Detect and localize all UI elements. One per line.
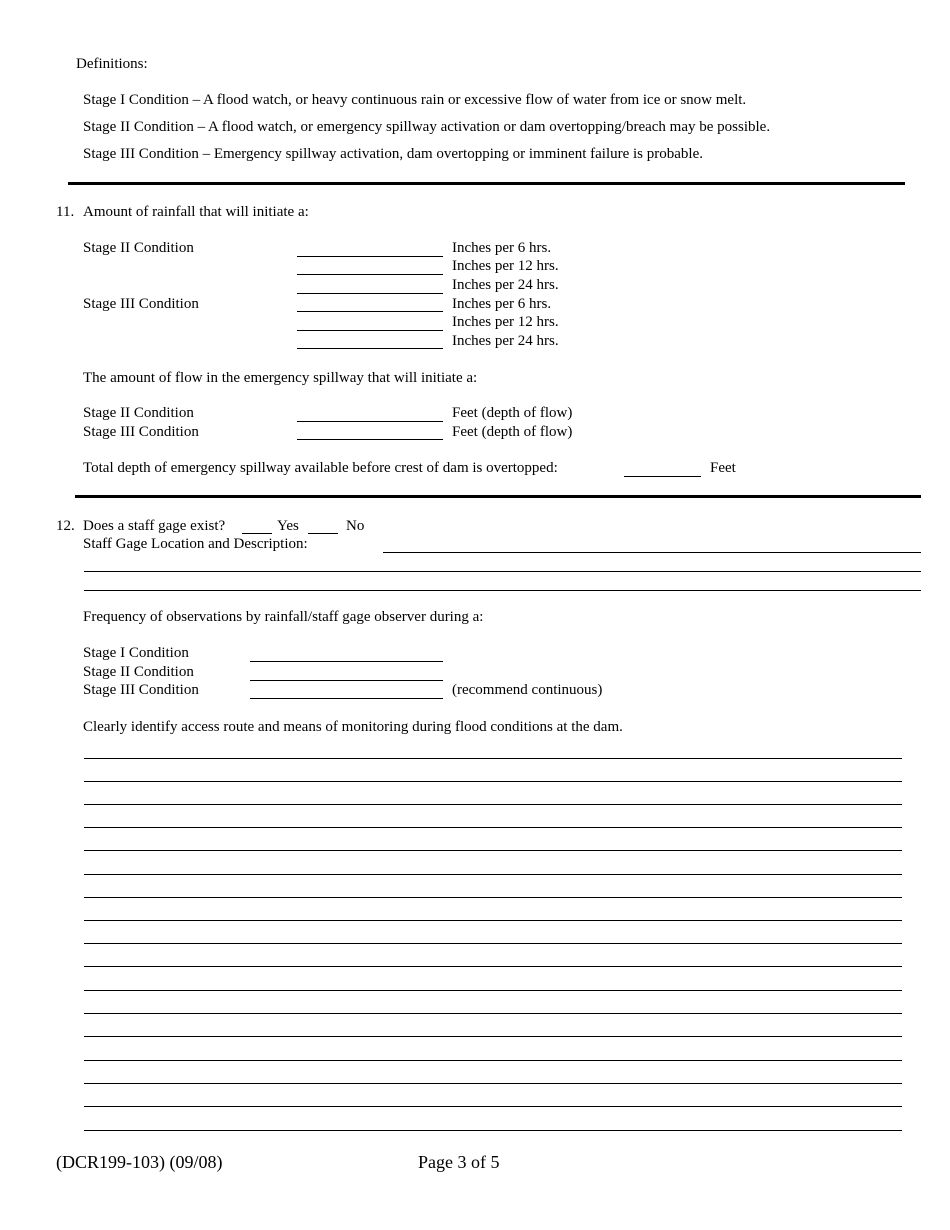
total-depth-prompt: Total depth of emergency spillway available before crest of dam is overtopped: [83,460,558,476]
rainfall-unit: Inches per 12 hrs. [452,314,559,330]
access-route-line[interactable] [84,966,902,967]
staff-gage-description-line[interactable] [84,590,921,591]
access-route-line[interactable] [84,1106,902,1107]
staff-gage-no-field[interactable] [308,533,338,534]
access-route-line[interactable] [84,1013,902,1014]
yes-label: Yes [277,518,299,534]
access-route-line[interactable] [84,943,902,944]
q12-prompt: Does a staff gage exist? [83,518,226,534]
rainfall-stage-3-label: Stage III Condition [83,296,199,312]
access-route-line[interactable] [84,990,902,991]
frequency-stage-2-label: Stage II Condition [83,664,194,680]
total-depth-unit: Feet [710,460,736,476]
rainfall-unit: Inches per 24 hrs. [452,277,559,293]
q11-number: 11. [56,204,75,220]
rainfall-unit: Inches per 6 hrs. [452,240,552,256]
total-depth-field[interactable] [624,476,701,477]
flow-prompt: The amount of flow in the emergency spillway that will initiate a: [83,370,478,386]
rainfall-stage-2-24hr-field[interactable] [297,293,443,294]
rainfall-stage-2-6hr-field[interactable] [297,256,443,257]
q11-prompt: Amount of rainfall that will initiate a: [83,204,309,220]
page-number: Page 3 of 5 [418,1152,500,1172]
staff-gage-location-field[interactable] [383,552,921,553]
rainfall-stage-3-12hr-field[interactable] [297,330,443,331]
frequency-stage-3-label: Stage III Condition [83,682,199,698]
frequency-stage-1-label: Stage I Condition [83,645,189,661]
access-route-line[interactable] [84,827,902,828]
frequency-stage-3-field[interactable] [250,698,443,699]
flow-unit: Feet (depth of flow) [452,424,573,440]
staff-gage-description-line[interactable] [84,571,921,572]
q12-number: 12. [56,518,75,534]
flow-stage-2-field[interactable] [297,421,443,422]
rainfall-stage-2-label: Stage II Condition [83,240,194,256]
frequency-prompt: Frequency of observations by rainfall/staff gage observer during a: [83,609,484,625]
definition-stage-3: Stage III Condition – Emergency spillway activation, dam overtopping or imminent failure is probable. [83,146,703,162]
flow-unit: Feet (depth of flow) [452,405,573,421]
access-route-line[interactable] [84,850,902,851]
access-route-line[interactable] [84,1130,902,1131]
access-route-line[interactable] [84,781,902,782]
access-route-line[interactable] [84,874,902,875]
flow-stage-2-label: Stage II Condition [83,405,194,421]
staff-gage-yes-field[interactable] [242,533,272,534]
flow-stage-3-field[interactable] [297,439,443,440]
rainfall-stage-2-12hr-field[interactable] [297,274,443,275]
access-route-line[interactable] [84,1083,902,1084]
rainfall-unit: Inches per 12 hrs. [452,258,559,274]
form-id: (DCR199-103) (09/08) [56,1152,223,1172]
section-divider [75,495,921,498]
rainfall-stage-3-6hr-field[interactable] [297,311,443,312]
access-route-prompt: Clearly identify access route and means of monitoring during flood conditions at the dam. [83,719,623,735]
rainfall-unit: Inches per 6 hrs. [452,296,552,312]
access-route-line[interactable] [84,1036,902,1037]
access-route-line[interactable] [84,1060,902,1061]
access-route-line[interactable] [84,920,902,921]
access-route-line[interactable] [84,897,902,898]
frequency-stage-1-field[interactable] [250,661,443,662]
rainfall-unit: Inches per 24 hrs. [452,333,559,349]
recommend-continuous-note: (recommend continuous) [452,682,603,698]
access-route-line[interactable] [84,758,902,759]
definition-stage-1: Stage I Condition – A flood watch, or heavy continuous rain or excessive flow of water from ice or snow melt. [83,92,747,108]
rainfall-stage-3-24hr-field[interactable] [297,348,443,349]
access-route-line[interactable] [84,804,902,805]
no-label: No [346,518,365,534]
section-divider [68,182,905,185]
staff-gage-location-label: Staff Gage Location and Description: [83,536,308,552]
definitions-heading: Definitions: [76,56,148,72]
flow-stage-3-label: Stage III Condition [83,424,199,440]
definition-stage-2: Stage II Condition – A flood watch, or emergency spillway activation or dam overtopping/breach may be possible. [83,119,771,135]
frequency-stage-2-field[interactable] [250,680,443,681]
